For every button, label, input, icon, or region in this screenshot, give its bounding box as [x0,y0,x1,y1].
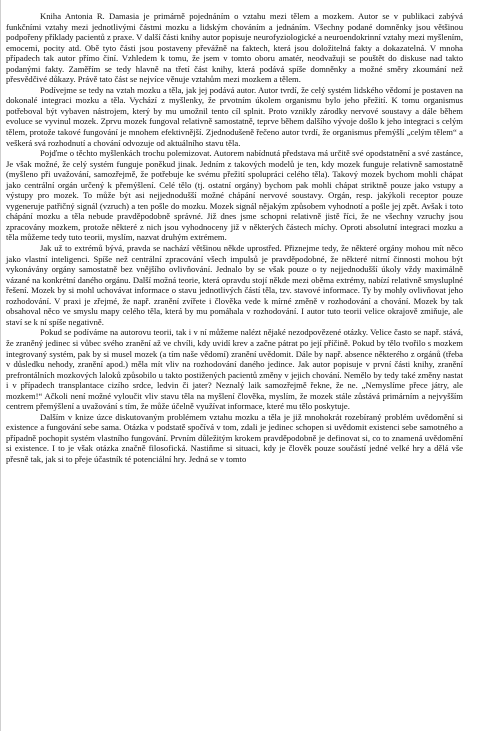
paragraph: Pokud se podíváme na autorovu teorii, tak i v ní můžeme nalézt nějaké nezodpovězené otázky. Velice často se např. stává, že zraněný jedinec si vůbec svého zranění až ve chvíli, kdy uvidí krev a začne pátrat po její příčině. Pokud by tělo tvořilo s mozkem integrovaný systém, pak by si musel mozek (a tím naše vědomí) zranění uvědomit. Dále by např. absence některého z orgánů (třeba v důsledku nehody, zranění apod.) měla mít vliv na rozhodování daného jedince. Jak autor popisuje v první části knihy, zranění prefrontálních mozkových laloků způsobilo u takto postižených pacientů změny v jejich chování. Nemělo by tedy také změny nastat i v případech transplantace cizího srdce, ledvin či jater? Neznalý laik samozřejmě řekne, že ne. „Nemyslíme přece játry, ale mozkem!“ Ačkoli není možné vyloučit vliv stavu těla na myšlení člověka, myslím, že mozek stále zůstává primárním a nejvyšším centrem přemýšlení a uvažování s tím, že může účelně využívat informace, které mu tělo poskytuje. [6,327,463,412]
paragraph: Jak už to extrémů bývá, pravda se nachází většinou někde uprostřed. Přiznejme tedy, že některé orgány mohou mít něco jako vlastní inteligenci. Spíše než centrální zpracování všech impulsů je pravděpodobné, že některé nitrní činnosti mohou být vykonávány orgány samostatně bez vnějšího ovlivňování. Jednalo by se však pouze o ty nejjednodušší úkoly vždy maximálně vázané na konkrétní daného orgánu. Další možná teorie, která opravdu stojí někde mezi oběma extrémy, nabízí relativně smysluplné řešení. Mozek by si mohl uchovávat informace o stavu jednotlivých částí těla, tzv. stavové informace. Ty by mohly ovlivňovat jeho rozhodování. V praxi je zřejmé, že např. zranění zvířete i člověka vede k mírné změně v rozhodování a chování. Mozek by tak obsahoval něco ve smyslu mapy celého těla, která by mu pomáhala v rozhodování. I autor tuto teorii velice okrajově zmiňuje, ale staví se k ní spíše negativně. [6,243,463,327]
paragraph: Kniha Antonia R. Damasia je primárně pojednáním o vztahu mezi tělem a mozkem. Autor se v publikaci zabývá funkčními vztahy mezi jednotlivými částmi mozku a lidským chováním a jednáním. Všechny podané domněnky jsou většinou podpořeny příklady pacientů z praxe. V další části knihy autor popisuje neurofyziologické a neuroendokrinní vztahy mezi myšlením, emocemi, pocity atd. Obě tyto části jsou postaveny převážně na faktech, která jsou doložitelná fakty a dokazatelná. V mnoha případech tak autor přímo činí. Vzhledem k tomu, že jsem v tomto oboru amatér, neodvažuji se pouštět do diskuse nad takto podanými fakty. Zaměřím se tedy hlavně na třetí část knihy, která podává spíše domněnky a možné směry zkoumání než přesvědčivé důkazy. Právě tato část se nejvíce věnuje vztahům mezi mozkem a tělem. [6,11,463,85]
paragraph: Dalším v knize úzce diskutovaným problémem vztahu mozku a těla je již mnohokrát rozebíraný problém uvědomění si existence a fungování sebe sama. Otázka v podstatě spočívá v tom, zdali je jedinec schopen si uvědomit existenci sebe samotného a případně pochopit systém vlastního fungování. Prvním důležitým krokem pravděpodobně je definovat si, co to znamená uvědomění si existence. I to je však otázka značně filosofická. Nastiňme si situaci, kdy je člověk pouze součástí jedné velké hry a dělá vše přesně tak, jak si to přeje účastník té potenciální hry. Jedná se v tomto [6,411,463,464]
paragraph: Pojďme o těchto myšlenkách trochu polemizovat. Autorem nabídnutá představa má určitě své opodstatnění a své zastánce, Je však možné, že celý systém funguje poněkud jinak. Jedním z takových modelů je ten, kdy mozek funguje relativně samostatně (myšleno při uvažování, samozřejmě, že potřebuje ke svému přežití spolupráci celého těla). Takový mozek bychom mohli chápat jako centrální orgán určený k přemýšlení. Celé tělo (tj. ostatní orgány) bychom pak mohli chápat striktně pouze jako vstupy a výstupy pro mozek. To může být asi nejjednodušší možné chápání nervové soustavy. Orgán, resp. jakýkoli receptor pouze vygeneruje patřičný signál (vzruch) a ten pošle do mozku. Mozek signál nějakým způsobem vyhodnotí a pošle jej zpět. Avšak i toto chápání mozku a těla nebude pravděpodobně správné. Již dnes jsme schopni relativně jistě říci, že ne všechny vzruchy jsou zpracovány mozkem, protože některé z nich jsou vyhodnoceny již v některých částech míchy. Oproti absolutní integraci mozku a těla můžeme tedy tuto teorii, myslím, nazvat druhým extrémem. [6,148,463,243]
paragraph: Podívejme se tedy na vztah mozku a těla, jak jej podává autor. Autor tvrdí, že celý systém lidského vědomí je postaven na dokonalé integraci mozku a těla. Vychází z myšlenky, že prvotním úkolem organismu bylo jeho přežití. K tomu organismus potřeboval být vybaven nástrojem, který by mu umožnil tento cíl splnit. Proto vznikly zárodky nervové soustavy a dále během evoluce se vyvinul mozek. Zprvu mozek fungoval relativně samostatně, teprve během dalšího vývoje došlo k jeho integraci s celým tělem, protože takové fungování je mnohem efektivnější. Zjednodušeně řečeno autor tvrdí, že organismus přemýšlí „celým tělem“ a veškerá svá rozhodnutí a chování odvozuje od aktuálního stavu těla. [6,84,463,148]
document-body [6,11,463,465]
page-edge-line [0,0,1,731]
